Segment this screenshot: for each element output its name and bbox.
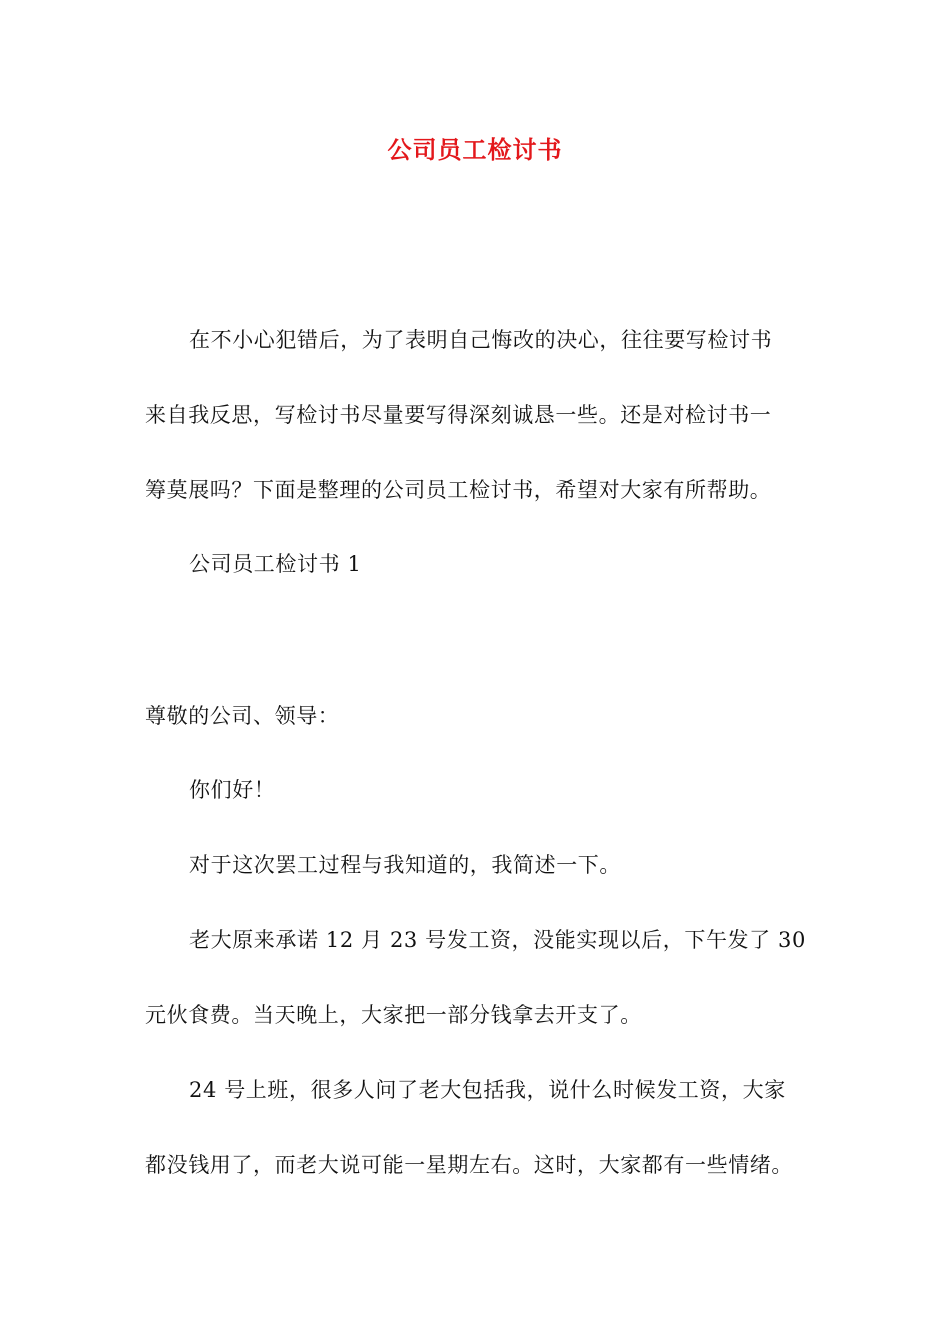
document-title: 公司员工检讨书	[387, 135, 563, 164]
section-heading: 公司员工检讨书 1	[189, 552, 362, 576]
paragraph-line: 对于这次罢工过程与我知道的，我简述一下。	[189, 853, 621, 877]
paragraph-line: 24 号上班，很多人问了老大包括我，说什么时候发工资，大家	[189, 1078, 786, 1102]
paragraph-line: 都没钱用了，而老大说可能一星期左右。这时，大家都有一些情绪。	[145, 1153, 793, 1177]
paragraph-line: 元伙食费。当天晚上，大家把一部分钱拿去开支了。	[145, 1003, 642, 1027]
salutation: 尊敬的公司、领导：	[145, 704, 340, 728]
paragraph-line: 来自我反思，写检讨书尽量要写得深刻诚恳一些。还是对检讨书一	[145, 403, 772, 427]
paragraph-line: 老大原来承诺 12 月 23 号发工资，没能实现以后，下午发了 30	[189, 928, 806, 952]
paragraph-line: 筹莫展吗？下面是整理的公司员工检讨书，希望对大家有所帮助。	[145, 478, 772, 502]
paragraph-line: 在不小心犯错后，为了表明自己悔改的决心，往往要写检讨书	[189, 328, 773, 352]
greeting: 你们好！	[189, 778, 276, 802]
